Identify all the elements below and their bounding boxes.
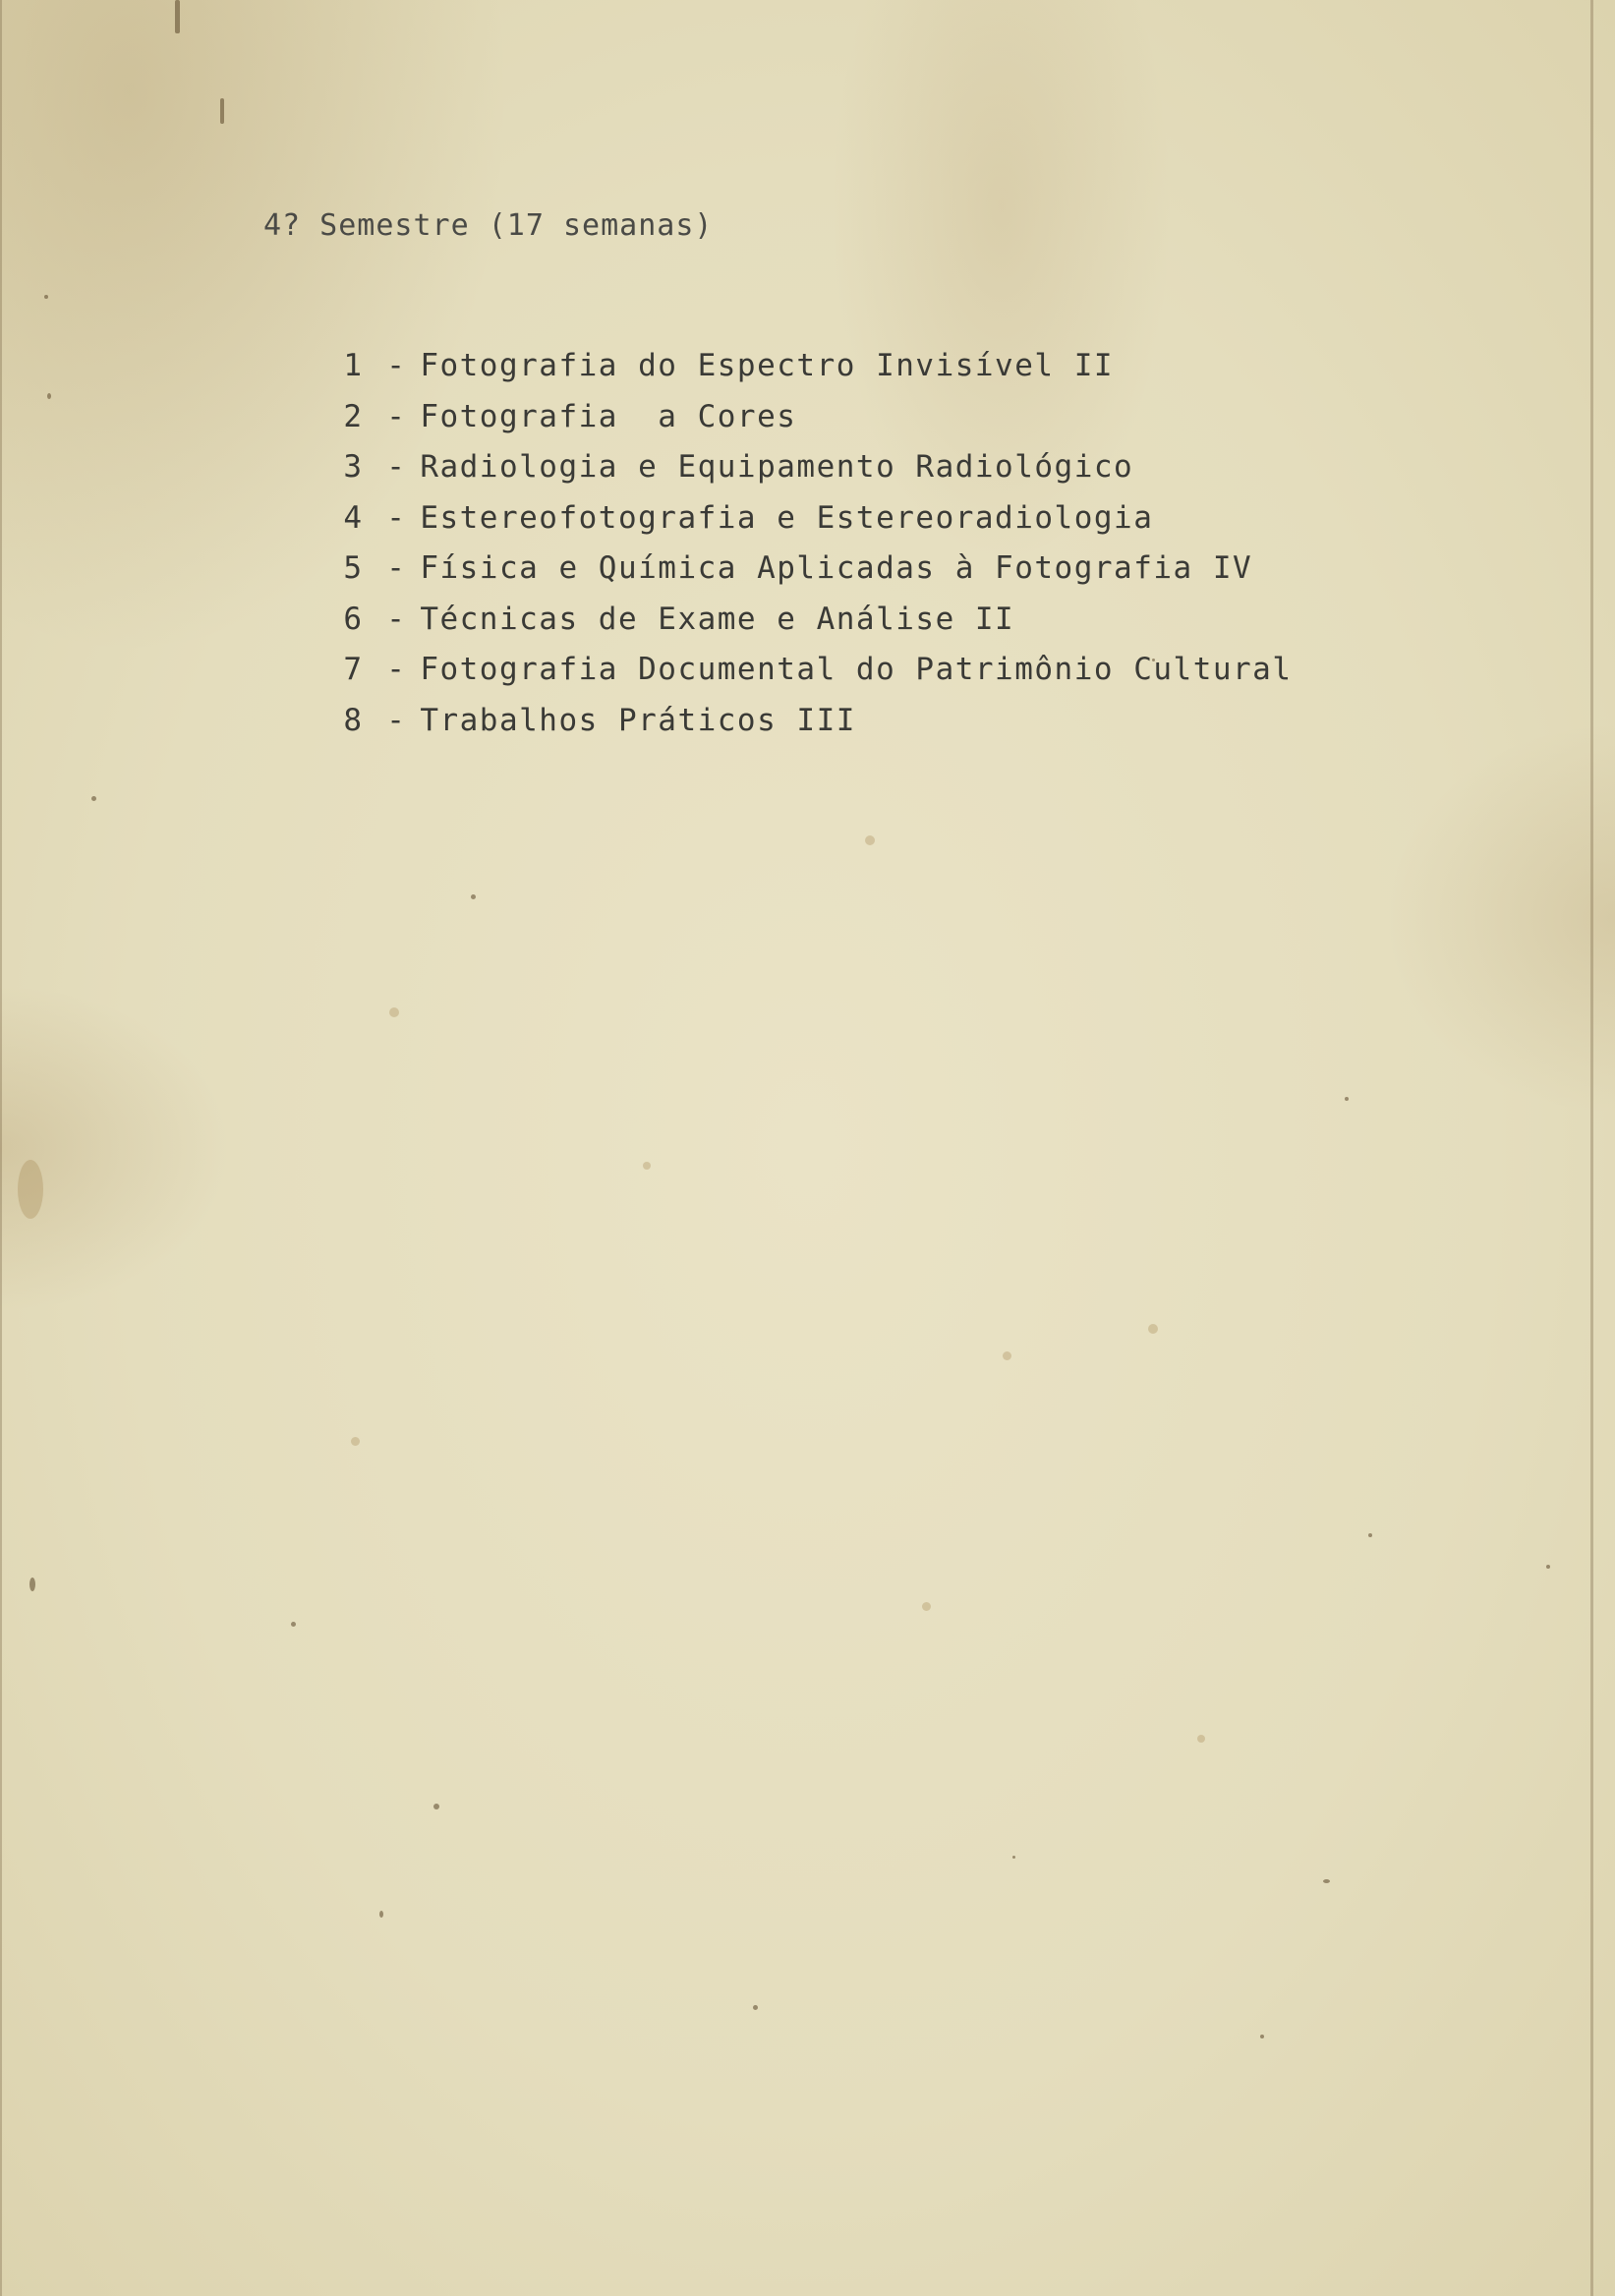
course-list-item <box>185 313 1293 383</box>
course-title: Fotografia do Espectro Invisível II <box>420 348 1115 383</box>
course-number: 8 <box>343 702 364 738</box>
course-title: Fotografia a Cores <box>420 398 797 434</box>
course-title: Estereofotografia e Estereoradiologia <box>420 499 1154 536</box>
course-number: 2 <box>343 398 364 434</box>
course-number: 6 <box>343 601 364 637</box>
course-list <box>185 313 1293 738</box>
course-number: 7 <box>343 652 364 687</box>
course-title: Física e Química Aplicadas à Fotografia IV <box>420 550 1253 586</box>
course-number: 3 <box>343 449 364 485</box>
course-separator: - <box>386 348 407 383</box>
course-number: 4 <box>343 499 364 536</box>
semester-heading: 4? Semestre (17 semanas) <box>263 208 714 243</box>
course-title: Trabalhos Práticos III <box>420 702 856 738</box>
course-separator: - <box>386 601 407 637</box>
course-number: 1 <box>343 348 364 383</box>
course-separator: - <box>386 398 407 434</box>
course-separator: - <box>386 702 407 738</box>
course-separator: - <box>386 652 407 687</box>
course-separator: - <box>386 449 407 485</box>
course-title: Técnicas de Exame e Análise II <box>420 601 1015 637</box>
course-title: Fotografia Documental do Patrimônio Cultural <box>420 652 1293 687</box>
course-number: 5 <box>343 550 364 586</box>
course-separator: - <box>386 550 407 586</box>
course-title: Radiologia e Equipamento Radiológico <box>420 449 1134 485</box>
course-separator: - <box>386 499 407 536</box>
